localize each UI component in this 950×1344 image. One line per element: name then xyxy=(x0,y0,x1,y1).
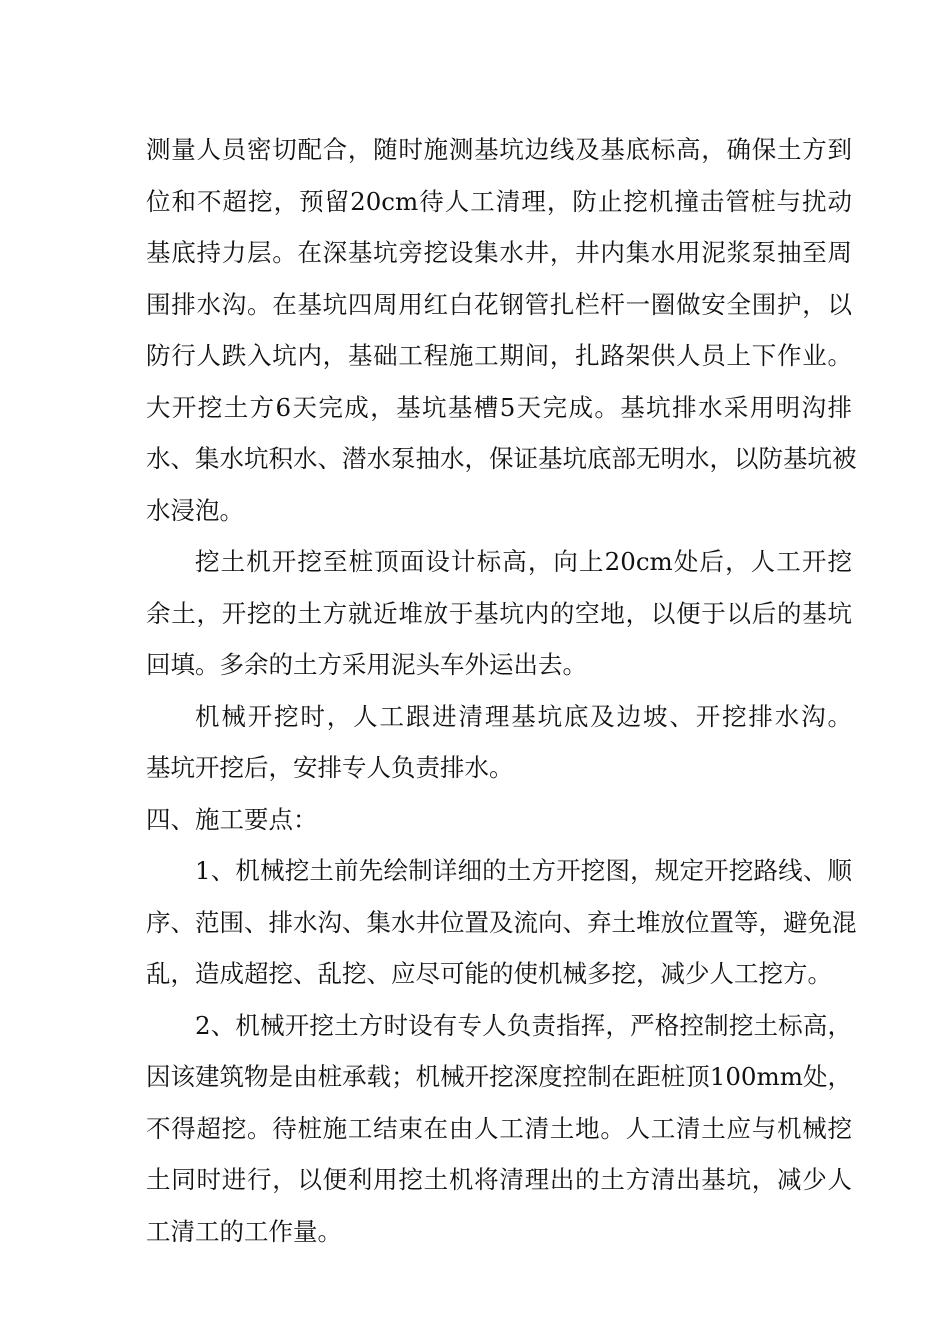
paragraph xyxy=(146,794,852,846)
text-line: 水浸泡。 xyxy=(146,495,244,525)
text-line: 基底持力层。在深基坑旁挖设集水井，井内集水用泥浆泵抽至周 xyxy=(146,238,852,267)
text-line: 乱，造成超挖、乱挖、应尽可能的使机械多挖，减少人工挖方。 xyxy=(146,959,832,988)
document-body xyxy=(146,124,857,1257)
paragraph xyxy=(146,124,857,536)
text-line: 工清工的工作量。 xyxy=(146,1216,342,1246)
text-line: 四、施工要点： xyxy=(146,804,318,834)
text-line: 位和不超挖，预留20cm待人工清理，防止挖机撞击管桩与扰动 xyxy=(146,186,852,216)
text-line: 大开挖土方6天完成，基坑基槽5天完成。基坑排水采用明沟排 xyxy=(146,392,852,422)
paragraph xyxy=(146,1000,852,1258)
text-line: 不得超挖。待桩施工结束在由人工清土地。人工清土应与机械挖 xyxy=(146,1113,852,1143)
text-line: 2、机械开挖土方时设有专人负责指挥，严格控制挖土标高， xyxy=(195,1010,852,1040)
text-line: 围排水沟。在基坑四周用红白花钢管扎栏杆一圈做安全围护，以 xyxy=(146,289,852,319)
text-line: 1、机械挖土前先绘制详细的土方开挖图，规定开挖路线、顺 xyxy=(195,856,852,885)
text-line: 因该建筑物是由桩承载；机械开挖深度控制在距桩顶100mm处， xyxy=(146,1062,852,1091)
paragraph xyxy=(146,536,852,691)
paragraph xyxy=(146,691,852,794)
paragraph xyxy=(146,845,857,1000)
text-line: 回填。多余的土方采用泥头车外运出去。 xyxy=(146,650,587,679)
text-line: 土同时进行，以便利用挖土机将清理出的土方清出基坑，减少人 xyxy=(146,1165,852,1194)
text-line: 序、范围、排水沟、集水井位置及流向、弃土堆放位置等，避免混 xyxy=(146,907,857,937)
text-line: 防行人跌入坑内，基础工程施工期间，扎路架供人员上下作业。 xyxy=(146,341,852,370)
text-line: 机械开挖时，人工跟进清理基坑底及边坡、开挖排水沟。 xyxy=(195,701,852,731)
text-line: 基坑开挖后，安排专人负责排水。 xyxy=(146,753,514,782)
text-line: 挖土机开挖至桩顶面设计标高，向上20cm处后，人工开挖 xyxy=(195,547,852,576)
text-line: 余土，开挖的土方就近堆放于基坑内的空地，以便于以后的基坑 xyxy=(146,598,852,628)
text-line: 水、集水坑积水、潜水泵抽水，保证基坑底部无明水，以防基坑被 xyxy=(146,444,857,473)
text-line: 测量人员密切配合，随时施测基坑边线及基底标高，确保土方到 xyxy=(146,135,852,164)
